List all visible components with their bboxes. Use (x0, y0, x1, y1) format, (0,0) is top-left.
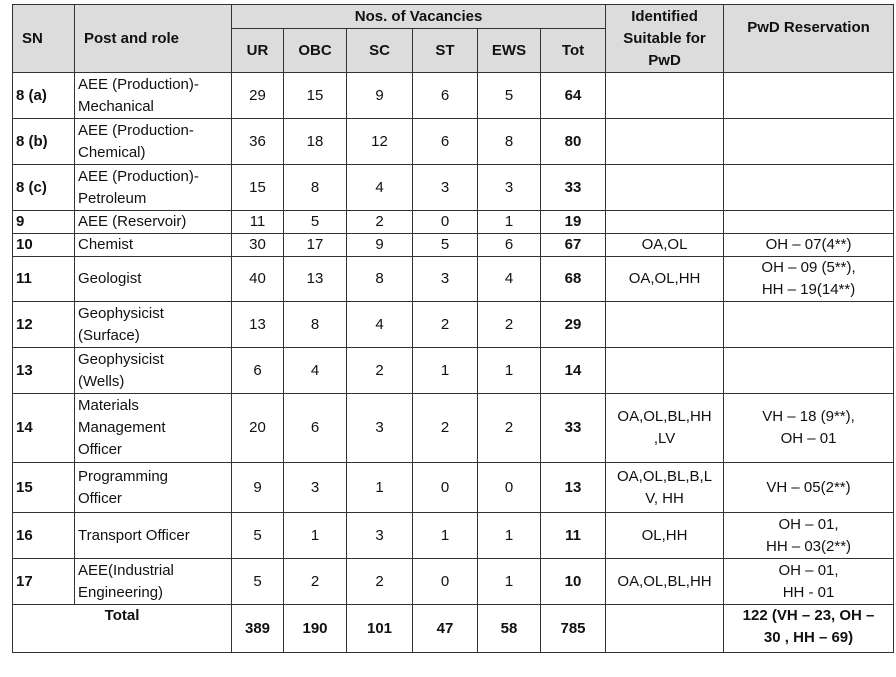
row-post: Chemist (75, 234, 232, 257)
table-row (13, 302, 894, 348)
row-ur: 6 (232, 348, 284, 394)
row-sn: 16 (13, 513, 75, 559)
header-st: ST (413, 29, 478, 73)
row-sc: 9 (347, 234, 413, 257)
total-identified (606, 605, 724, 653)
header-sc: SC (347, 29, 413, 73)
row-tot: 33 (541, 394, 606, 463)
row-sn: 12 (13, 302, 75, 348)
row-obc: 8 (284, 302, 347, 348)
row-ur: 5 (232, 559, 284, 605)
row-obc: 1 (284, 513, 347, 559)
row-ews: 6 (478, 234, 541, 257)
row-ur: 11 (232, 211, 284, 234)
row-st: 0 (413, 211, 478, 234)
row-identified-pwd (606, 348, 724, 394)
row-pwd-reservation (724, 73, 894, 119)
row-ews: 8 (478, 119, 541, 165)
row-tot: 14 (541, 348, 606, 394)
row-ews: 4 (478, 257, 541, 302)
row-tot: 64 (541, 73, 606, 119)
row-identified-pwd (606, 165, 724, 211)
table-row (13, 394, 894, 463)
row-ews: 5 (478, 73, 541, 119)
row-tot: 67 (541, 234, 606, 257)
table-row (13, 257, 894, 302)
row-tot: 68 (541, 257, 606, 302)
row-post: Geologist (75, 257, 232, 302)
vacancy-table (12, 4, 894, 653)
header-ews: EWS (478, 29, 541, 73)
row-ews: 1 (478, 348, 541, 394)
row-sc: 2 (347, 211, 413, 234)
row-sn: 8 (c) (13, 165, 75, 211)
row-obc: 8 (284, 165, 347, 211)
row-identified-pwd (606, 302, 724, 348)
row-ur: 9 (232, 463, 284, 513)
row-sn: 17 (13, 559, 75, 605)
row-ur: 29 (232, 73, 284, 119)
row-ur: 36 (232, 119, 284, 165)
header-post: Post and role (75, 5, 232, 73)
total-obc: 190 (284, 605, 347, 653)
row-sn: 8 (a) (13, 73, 75, 119)
table-row (13, 559, 894, 605)
row-tot: 11 (541, 513, 606, 559)
row-sc: 2 (347, 348, 413, 394)
header-vacancies: Nos. of Vacancies (232, 5, 606, 29)
row-sc: 3 (347, 394, 413, 463)
row-sn: 14 (13, 394, 75, 463)
row-tot: 29 (541, 302, 606, 348)
row-ews: 3 (478, 165, 541, 211)
row-tot: 10 (541, 559, 606, 605)
row-tot: 13 (541, 463, 606, 513)
row-identified-pwd: OA,OL (606, 234, 724, 257)
table-row (13, 165, 894, 211)
table-row (13, 119, 894, 165)
row-st: 6 (413, 73, 478, 119)
row-identified-pwd: OA,OL,BL,HH ,LV (606, 394, 724, 463)
table-row (13, 348, 894, 394)
row-pwd-reservation: OH – 01, HH - 01 (724, 559, 894, 605)
row-obc: 2 (284, 559, 347, 605)
row-pwd-reservation (724, 165, 894, 211)
row-post: Programming Officer (75, 463, 232, 513)
row-identified-pwd: OA,OL,BL,HH (606, 559, 724, 605)
row-post: Geophysicist (Wells) (75, 348, 232, 394)
row-identified-pwd (606, 119, 724, 165)
row-pwd-reservation (724, 302, 894, 348)
header-sn: SN (13, 5, 75, 73)
row-ur: 30 (232, 234, 284, 257)
row-tot: 80 (541, 119, 606, 165)
table-header (13, 5, 894, 73)
row-pwd-reservation: VH – 05(2**) (724, 463, 894, 513)
row-sc: 2 (347, 559, 413, 605)
row-tot: 19 (541, 211, 606, 234)
row-obc: 3 (284, 463, 347, 513)
total-tot: 785 (541, 605, 606, 653)
row-ews: 2 (478, 394, 541, 463)
header-obc: OBC (284, 29, 347, 73)
row-post: AEE (Reservoir) (75, 211, 232, 234)
total-reservation: 122 (VH – 23, OH – 30 , HH – 69) (724, 605, 894, 653)
row-sc: 8 (347, 257, 413, 302)
row-ur: 40 (232, 257, 284, 302)
row-sc: 3 (347, 513, 413, 559)
row-ur: 15 (232, 165, 284, 211)
row-obc: 5 (284, 211, 347, 234)
row-obc: 17 (284, 234, 347, 257)
row-obc: 15 (284, 73, 347, 119)
row-sn: 10 (13, 234, 75, 257)
total-ur: 389 (232, 605, 284, 653)
row-post: Materials Management Officer (75, 394, 232, 463)
row-sc: 4 (347, 165, 413, 211)
total-label: Total (13, 605, 232, 653)
total-row (13, 605, 894, 653)
row-tot: 33 (541, 165, 606, 211)
row-pwd-reservation (724, 119, 894, 165)
row-pwd-reservation: VH – 18 (9**), OH – 01 (724, 394, 894, 463)
row-st: 0 (413, 463, 478, 513)
row-ews: 1 (478, 211, 541, 234)
row-post: AEE(Industrial Engineering) (75, 559, 232, 605)
row-post: AEE (Production)- Mechanical (75, 73, 232, 119)
row-obc: 4 (284, 348, 347, 394)
total-ews: 58 (478, 605, 541, 653)
table-body (13, 73, 894, 653)
row-obc: 13 (284, 257, 347, 302)
row-post: AEE (Production)- Petroleum (75, 165, 232, 211)
row-st: 6 (413, 119, 478, 165)
row-st: 0 (413, 559, 478, 605)
header-reservation: PwD Reservation (724, 5, 894, 73)
row-pwd-reservation: OH – 01, HH – 03(2**) (724, 513, 894, 559)
row-pwd-reservation: OH – 09 (5**), HH – 19(14**) (724, 257, 894, 302)
header-ur: UR (232, 29, 284, 73)
table-row (13, 211, 894, 234)
row-st: 1 (413, 348, 478, 394)
row-ews: 0 (478, 463, 541, 513)
row-post: Transport Officer (75, 513, 232, 559)
header-identified: Identified Suitable for PwD (606, 5, 724, 73)
table-row (13, 513, 894, 559)
row-pwd-reservation (724, 348, 894, 394)
row-sc: 9 (347, 73, 413, 119)
row-sn: 9 (13, 211, 75, 234)
row-sn: 11 (13, 257, 75, 302)
row-obc: 18 (284, 119, 347, 165)
row-sc: 4 (347, 302, 413, 348)
row-st: 3 (413, 257, 478, 302)
row-sc: 12 (347, 119, 413, 165)
row-identified-pwd: OA,OL,BL,B,L V, HH (606, 463, 724, 513)
total-st: 47 (413, 605, 478, 653)
row-st: 2 (413, 394, 478, 463)
total-sc: 101 (347, 605, 413, 653)
row-sn: 13 (13, 348, 75, 394)
row-ews: 1 (478, 559, 541, 605)
row-pwd-reservation (724, 211, 894, 234)
row-post: AEE (Production- Chemical) (75, 119, 232, 165)
row-post: Geophysicist (Surface) (75, 302, 232, 348)
row-sc: 1 (347, 463, 413, 513)
row-identified-pwd (606, 211, 724, 234)
row-obc: 6 (284, 394, 347, 463)
row-ews: 1 (478, 513, 541, 559)
row-st: 3 (413, 165, 478, 211)
row-st: 5 (413, 234, 478, 257)
row-st: 2 (413, 302, 478, 348)
row-sn: 8 (b) (13, 119, 75, 165)
row-ur: 20 (232, 394, 284, 463)
row-identified-pwd (606, 73, 724, 119)
row-ur: 13 (232, 302, 284, 348)
row-ur: 5 (232, 513, 284, 559)
table-row (13, 463, 894, 513)
row-identified-pwd: OA,OL,HH (606, 257, 724, 302)
row-identified-pwd: OL,HH (606, 513, 724, 559)
header-tot: Tot (541, 29, 606, 73)
row-ews: 2 (478, 302, 541, 348)
row-st: 1 (413, 513, 478, 559)
table-row (13, 73, 894, 119)
table-row (13, 234, 894, 257)
row-sn: 15 (13, 463, 75, 513)
row-pwd-reservation: OH – 07(4**) (724, 234, 894, 257)
